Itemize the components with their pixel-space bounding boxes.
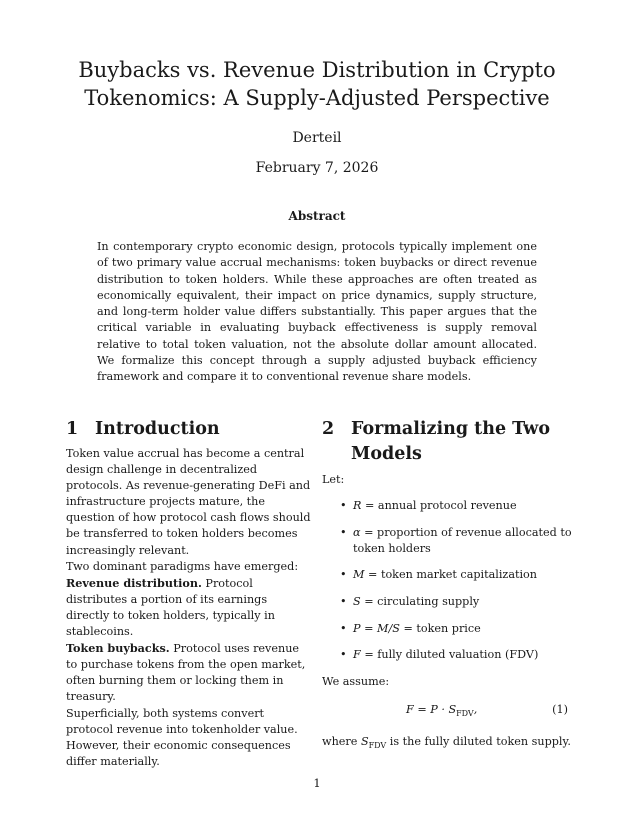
equation-subscript: FDV <box>456 709 474 719</box>
list-item <box>322 498 572 514</box>
bullet-icon: • <box>340 499 347 513</box>
definition-text: = annual protocol revenue <box>361 499 517 513</box>
section-heading <box>322 417 572 467</box>
bullet-icon: • <box>340 568 347 582</box>
revenue-distribution-label: Revenue distribution. <box>66 575 202 590</box>
author-name: Derteil <box>292 130 342 146</box>
list-item <box>322 594 572 610</box>
definition-text: = proportion of revenue allocated to token holders <box>353 525 572 555</box>
list-item <box>322 647 572 663</box>
let-text: Let: <box>322 473 345 486</box>
abstract-text: In contemporary crypto economic design, protocols typically implement one of two primary value accrual mechanisms: token buybacks or direct revenue distribution to token holders. While these approaches are often treated as economically equivalent, their impact on price dynamics, supply structure, and long-term holder value differs substantially. This paper argues that the critical variable in evaluating buyback effectiveness is supply removal relative to total token valuation, not the absolute dollar amount allocated. We formalize this concept through a supply adjusted buyback efficiency framework and compare it to conventional revenue share models. <box>97 240 537 384</box>
equation-fdv <box>322 702 572 722</box>
where-symbol: S <box>360 734 369 748</box>
where-prefix: where <box>322 734 361 748</box>
superficially-paragraph: Superficially, both systems convert protocol revenue into tokenholder value. However, their economic consequences differ materially. <box>66 706 298 768</box>
equation-number: (1) <box>552 702 568 716</box>
bullet-icon: • <box>340 621 347 635</box>
equation-body <box>406 702 477 722</box>
section-formalizing <box>322 417 572 754</box>
definition-symbol: S <box>353 594 361 608</box>
section-number: 2 <box>322 419 335 439</box>
where-subscript: FDV <box>368 741 387 751</box>
list-item <box>322 567 572 583</box>
token-buybacks-label: Token buybacks. <box>66 641 170 656</box>
definition-symbol: P = M/S <box>353 621 400 635</box>
where-suffix: is the fully diluted token supply. <box>386 734 571 748</box>
list-item <box>322 621 572 637</box>
list-item <box>322 525 572 557</box>
bullet-icon: • <box>340 525 347 539</box>
intro-paragraph: Token value accrual has become a central design challenge in decentralized protocols. As revenue-generating DeFi and infrastructure projects mature, the question of how protocol cash flows should be transferred to token holders becomes increasingly relevant. <box>66 447 311 557</box>
where-text <box>322 734 572 754</box>
definition-text: = token price <box>399 621 481 635</box>
definition-text: = fully diluted valuation (FDV) <box>360 648 539 662</box>
assumption-text: We assume: <box>322 674 390 688</box>
definition-symbol: R <box>353 499 362 513</box>
definition-text: = token market capitalization <box>364 568 538 582</box>
variable-definitions <box>322 498 572 663</box>
section-title: Introduction <box>95 419 220 439</box>
equation-tail: , <box>473 702 478 716</box>
revenue-distribution-text: Protocol distributes a portion of its earnings directly to token holders, typically in stablecoins. <box>66 576 275 639</box>
paradigms-intro: Two dominant paradigms have emerged: <box>66 559 299 573</box>
page-number: 1 <box>313 776 321 790</box>
revenue-distribution-paragraph <box>66 575 312 640</box>
token-buybacks-paragraph <box>66 640 312 705</box>
definition-symbol: F <box>353 648 361 662</box>
paper-title: Buybacks vs. Revenue Distribution in Crypto Tokenomics: A Supply-Adjusted Perspective <box>78 58 556 110</box>
abstract-heading: Abstract <box>288 209 346 223</box>
bullet-icon: • <box>340 648 347 662</box>
definition-text: = circulating supply <box>360 594 480 608</box>
definition-symbol: M <box>353 568 365 582</box>
section-introduction <box>66 417 312 770</box>
section-heading <box>66 417 312 442</box>
token-buybacks-text: Protocol uses revenue to purchase tokens from the open market, often burning them or locking them in treasury. <box>66 642 306 704</box>
section-title: Formalizing the Two Models <box>351 419 551 464</box>
bullet-icon: • <box>340 594 347 608</box>
publication-date: February 7, 2026 <box>255 160 379 176</box>
definition-symbol: α <box>353 525 361 539</box>
section-number: 1 <box>66 419 79 439</box>
equation-lhs: F = P · S <box>406 702 457 716</box>
